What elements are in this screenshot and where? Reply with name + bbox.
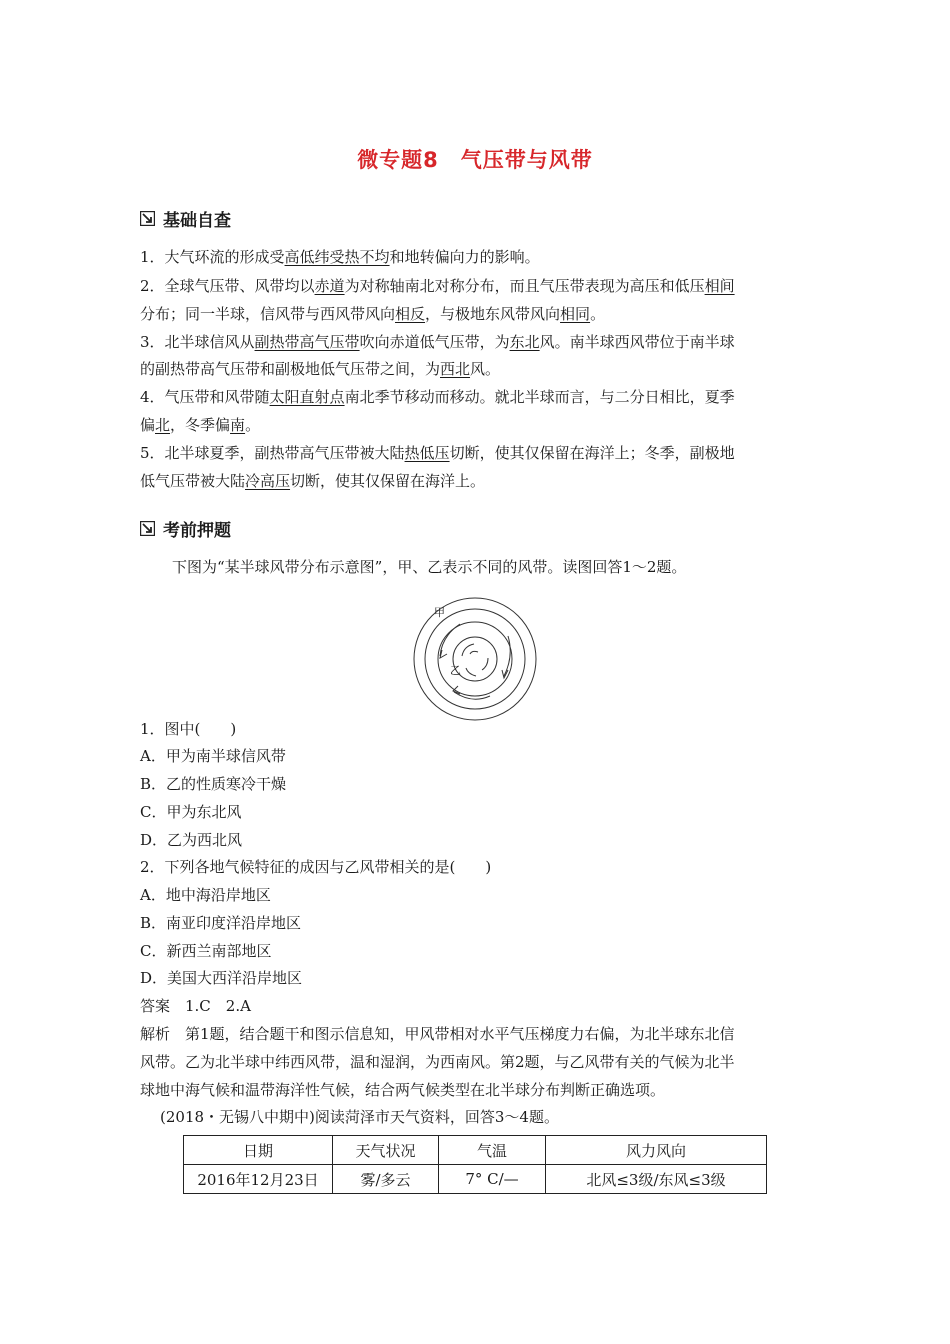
- section-marker-icon: [140, 211, 155, 226]
- basic-line: 5．北半球夏季，副热带高气压带被大陆热低压切断，使其仅保留在海洋上；冬季，副极地: [140, 444, 735, 462]
- table-cell: 北风≤3级/东风≤3级: [546, 1165, 767, 1194]
- table-row: [184, 1165, 767, 1194]
- option: C．新西兰南部地区: [140, 942, 272, 960]
- basic-line: 3．北半球信风从副热带高气压带吹向赤道低气压带，为东北风。南半球西风带位于南半球: [140, 333, 735, 351]
- answer-blank: 相同: [560, 305, 591, 323]
- answer-blank: 热低压: [404, 444, 450, 462]
- table-header-cell: 日期: [184, 1136, 333, 1165]
- answer-blank: 太阳直射点: [269, 388, 345, 406]
- label-jia: 甲: [434, 606, 445, 619]
- basic-line: 低气压带被大陆冷高压切断，使其仅保留在海洋上。: [140, 472, 486, 490]
- answer-blank: 赤道: [314, 277, 345, 295]
- section-heading-basic: 基础自查: [140, 206, 231, 231]
- option: C．甲为东北风: [140, 803, 242, 821]
- option: B．南亚印度洋沿岸地区: [140, 914, 302, 932]
- option: D．乙为西北风: [140, 831, 243, 849]
- answer-blank: 高低纬受热不均: [284, 248, 390, 266]
- answer-blank: 副热带高气压带: [254, 333, 360, 351]
- answer: 答案 1.C 2.A: [140, 997, 251, 1015]
- answer-blank: 相间: [704, 277, 735, 295]
- page-title: 微专题8 气压带与风带: [357, 148, 593, 172]
- basic-line: 1．大气环流的形成受高低纬受热不均和地转偏向力的影响。: [140, 248, 540, 266]
- table-header-cell: 气温: [439, 1136, 546, 1165]
- wind-belt-diagram: [412, 596, 538, 722]
- analysis-line: 解析 第1题，结合题干和图示信息知，甲风带相对水平气压梯度力右偏，为北半球东北信: [140, 1025, 735, 1043]
- analysis-line: 风带。乙为北半球中纬西风带，温和湿润，为西南风。第2题，与乙风带有关的气候为北半: [140, 1053, 735, 1071]
- table-header-cell: 风力风向: [546, 1136, 767, 1165]
- answer-blank: 东北: [509, 333, 540, 351]
- option: A．甲为南半球信风带: [140, 747, 286, 765]
- analysis-line: 球地中海气候和温带海洋性气候，结合两气候类型在北半球分布判断正确选项。: [140, 1081, 666, 1099]
- figure-intro: 下图为“某半球风带分布示意图”，甲、乙表示不同的风带。读图回答1～2题。: [172, 558, 687, 576]
- basic-line: 的副热带高气压带和副极地低气压带之间，为西北风。: [140, 360, 501, 378]
- table-header-cell: 天气状况: [333, 1136, 439, 1165]
- basic-line: 分布；同一半球，信风带与西风带风向相反，与极地东风带风向相同。: [140, 305, 606, 323]
- answer-blank: 南: [230, 416, 246, 434]
- table-header-row: [184, 1136, 767, 1165]
- answer-blank: 冷高压: [245, 472, 291, 490]
- option: A．地中海沿岸地区: [140, 886, 271, 904]
- answer-blank: 西北: [440, 360, 471, 378]
- option: B．乙的性质寒冷干燥: [140, 775, 287, 793]
- option: D．美国大西洋沿岸地区: [140, 969, 303, 987]
- table-cell: 2016年12月23日: [184, 1165, 333, 1194]
- section-heading-exam: 考前押题: [140, 516, 231, 541]
- basic-line: 偏北，冬季偏南。: [140, 416, 261, 434]
- section-marker-icon: [140, 521, 155, 536]
- basic-line: 2．全球气压带、风带均以赤道为对称轴南北对称分布，而且气压带表现为高压和低压相间: [140, 277, 735, 295]
- table-cell: 雾/多云: [333, 1165, 439, 1194]
- label-yi: 乙: [450, 664, 461, 677]
- answer-blank: 相反: [395, 305, 426, 323]
- table-cell: 7° C/—: [439, 1165, 546, 1194]
- weather-table: [183, 1135, 767, 1194]
- table-intro: (2018・无锡八中期中)阅读菏泽市天气资料，回答3～4题。: [160, 1108, 559, 1126]
- basic-line: 4．气压带和风带随太阳直射点南北季节移动而移动。就北半球而言，与二分日相比，夏季: [140, 388, 735, 406]
- answer-blank: 北: [155, 416, 171, 434]
- question: 2．下列各地气候特征的成因与乙风带相关的是( ): [140, 858, 492, 876]
- question: 1．图中( ): [140, 720, 237, 738]
